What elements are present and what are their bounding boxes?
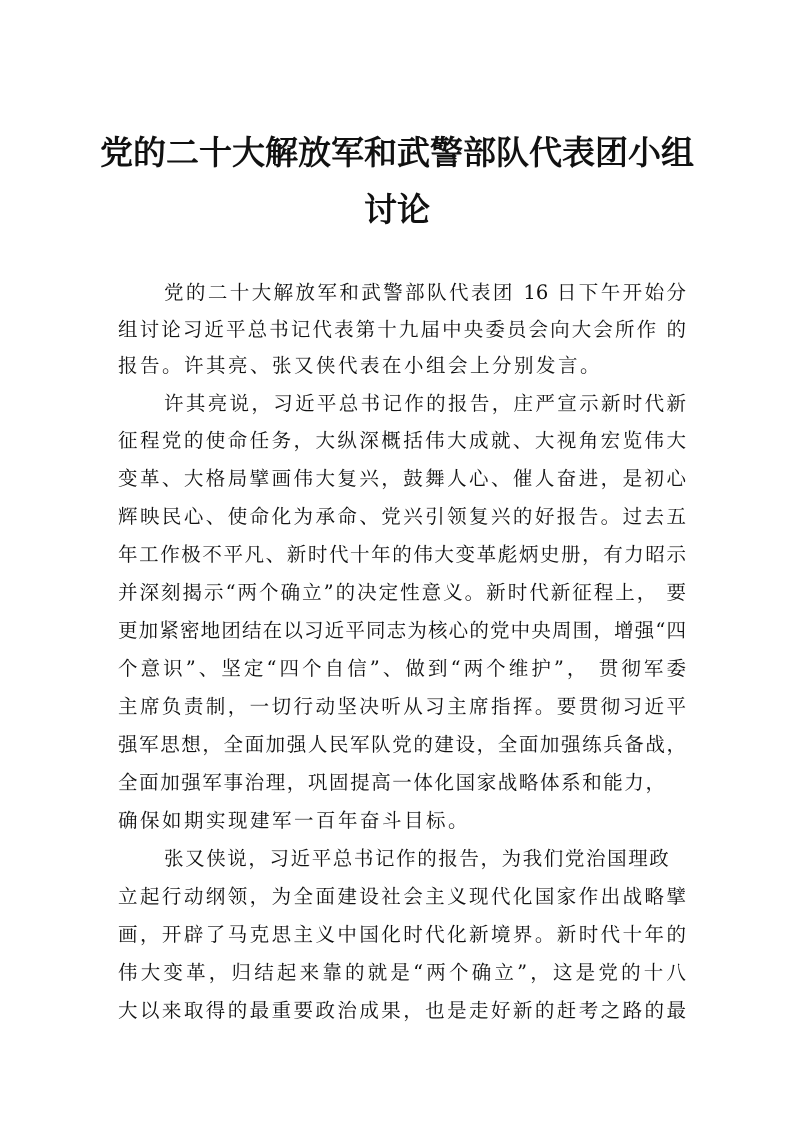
document-title-line-1: 党的二十大解放军和武警部队代表团小组 — [100, 133, 694, 172]
body-line: 党的二十大解放军和武警部队代表团 16 日下午开始分 — [164, 281, 686, 304]
body-line: 确保如期实现建军一百年奋斗目标。 — [118, 809, 471, 832]
body-line: 张又侠说，习近平总书记作的报告，为我们党治国理政 — [164, 847, 671, 870]
body-line: 强军思想，全面加强人民军队党的建设，全面加强练兵备战， — [118, 733, 686, 756]
body-line: 年工作极不平凡、新时代十年的伟大变革彪炳史册，有力昭示 — [118, 543, 686, 566]
body-line: 许其亮说，习近平总书记作的报告，庄严宣示新时代新 — [164, 392, 686, 415]
body-line: 征程党的使命任务，大纵深概括伟大成就、大视角宏览伟大 — [118, 429, 686, 452]
body-line: 变革、大格局擘画伟大复兴，鼓舞人心、催人奋进，是初心 — [118, 467, 686, 490]
body-line: 并深刻揭示“两个确立”的决定性意义。新时代新征程上， 要 — [118, 581, 686, 604]
body-line: 立起行动纲领，为全面建设社会主义现代化国家作出战略擘 — [118, 885, 686, 908]
body-line: 全面加强军事治理，巩固提高一体化国家战略体系和能力， — [118, 771, 667, 794]
body-line: 画，开辟了马克思主义中国化时代化新境界。新时代十年的 — [118, 923, 686, 946]
body-line: 报告。许其亮、张又侠代表在小组会上分别发言。 — [118, 354, 603, 377]
body-line: 主席负责制，一切行动坚决听从习主席指挥。要贯彻习近平 — [118, 695, 686, 718]
document-title-line-2: 讨论 — [364, 190, 430, 229]
body-line: 大以来取得的最重要政治成果，也是走好新的赶考之路的最 — [118, 999, 686, 1022]
body-line: 组讨论习近平总书记代表第十九届中央委员会向大会所作 的 — [118, 318, 686, 341]
body-line: 更加紧密地团结在以习近平同志为核心的党中央周围，增强“四 — [118, 619, 686, 642]
body-line: 个意识”、坚定“四个自信”、做到“两个维护”， 贯彻军委 — [118, 657, 686, 680]
body-line: 伟大变革，归结起来靠的就是“两个确立”，这是党的十八 — [118, 961, 686, 984]
body-line: 辉映民心、使命化为承命、党兴引领复兴的好报告。过去五 — [118, 505, 686, 528]
